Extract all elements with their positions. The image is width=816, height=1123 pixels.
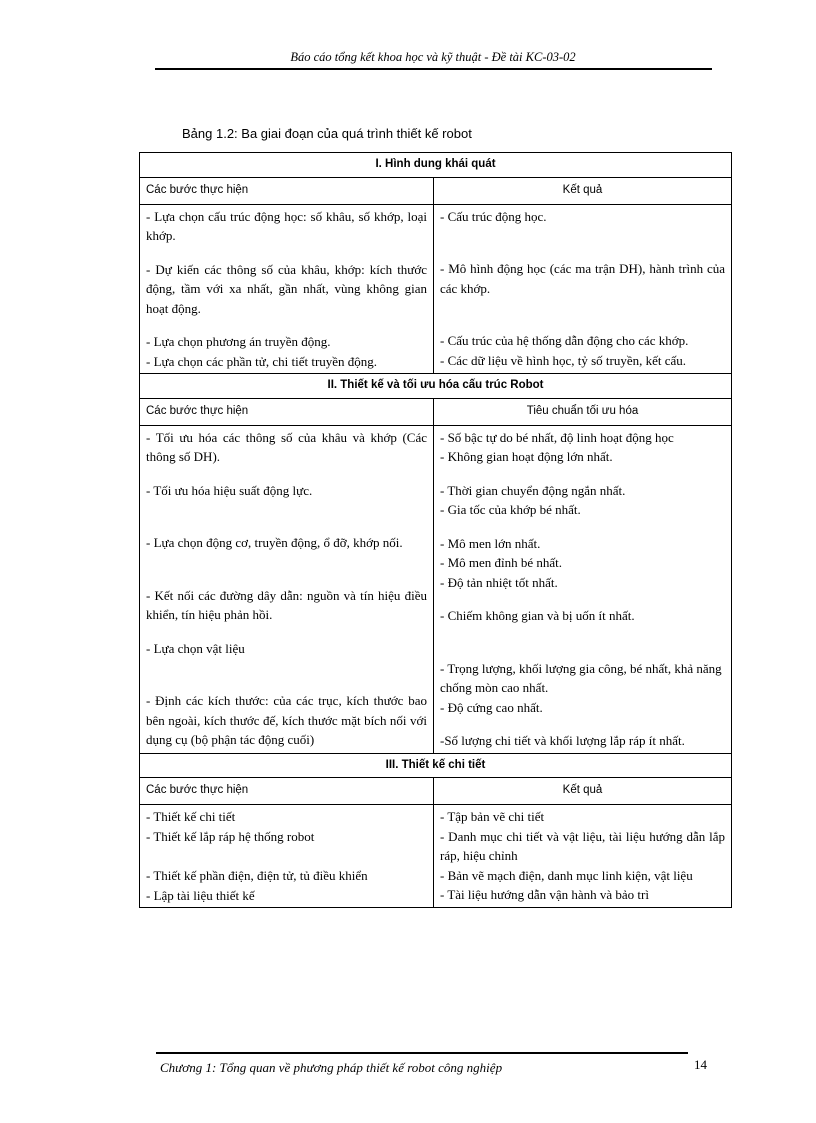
section-title: I. Hình dung khái quát (140, 153, 732, 178)
table-line: - Lựa chọn các phần tử, chi tiết truyền động. (146, 353, 378, 369)
column-header: Tiêu chuẩn tối ưu hóa (434, 398, 732, 425)
header-rule (155, 68, 712, 70)
criteria-cell (434, 425, 732, 753)
table-line: - Độ tản nhiệt tốt nhất. (440, 574, 558, 590)
table-line: - Thiết kế lắp ráp hệ thống robot (146, 828, 315, 844)
table-line: - Tập bản vẽ chi tiết (440, 809, 545, 824)
table-line: - Bản vẽ mạch điện, danh mục linh kiện, vật liệu (440, 867, 693, 883)
page-number: 14 (694, 1057, 707, 1072)
steps-cell (140, 805, 434, 908)
section-title: II. Thiết kế và tối ưu hóa cấu trúc Robot (140, 374, 732, 399)
table-line: - Các dữ liệu về hình học, tỷ số truyền, kết cấu. (440, 352, 687, 368)
table-line: - Lập tài liệu thiết kế (146, 887, 255, 903)
running-footer: Chương 1: Tổng quan về phương pháp thiết kế robot công nghiệp (160, 1060, 503, 1075)
results-cell (434, 204, 732, 374)
table-line: - Không gian hoạt động lớn nhất. (440, 449, 613, 464)
table-line: - Gia tốc của khớp bé nhất. (440, 502, 581, 517)
table-line: - Lựa chọn phương án truyền động. (146, 334, 331, 349)
table-line: - Trọng lượng, khối lượng gia công, bé nhất, khả năng chống mòn cao nhất. (440, 660, 722, 695)
results-cell (434, 805, 732, 908)
steps-cell (140, 204, 434, 374)
table-line: - Cấu trúc động học. (440, 208, 547, 224)
table-line: - Thiết kế chi tiết (146, 809, 236, 824)
table-line: - Lựa chọn cấu trúc động học: số khâu, số khớp, loại khớp. (146, 208, 427, 243)
table-line: - Tối ưu hóa các thông số của khâu và khớp (Các thông số DH). (146, 429, 427, 464)
table-line: - Độ cứng cao nhất. (440, 699, 543, 715)
table-line: -Số lượng chi tiết và khối lượng lắp ráp ít nhất. (440, 733, 685, 748)
table-line: - Tối ưu hóa hiệu suất động lực. (146, 482, 313, 498)
column-header: Kết quả (434, 177, 732, 204)
footer-rule (156, 1052, 688, 1054)
table-line: - Tài liệu hướng dẫn vận hành và bảo trì (440, 887, 649, 902)
steps-cell (140, 425, 434, 753)
table-line: - Lựa chọn động cơ, truyền động, ổ đỡ, khớp nối. (146, 535, 403, 550)
table-caption: Bảng 1.2: Ba giai đoạn của quá trình thiết kế robot (182, 126, 472, 141)
table-line: - Thiết kế phần điện, điện tử, tủ điều khiển (146, 868, 368, 883)
running-header: Báo cáo tổng kết khoa học và kỹ thuật - Đề tài KC-03-02 (290, 50, 576, 64)
table-line: - Thời gian chuyển động ngắn nhất. (440, 482, 626, 498)
design-stages-table (139, 152, 732, 908)
column-header: Các bước thực hiện (140, 398, 434, 425)
column-header: Kết quả (434, 778, 732, 805)
table-line: - Chiếm không gian và bị uốn ít nhất. (440, 608, 635, 623)
table-line: - Mô hình động học (các ma trận DH), hành trình của các khớp. (440, 261, 726, 296)
table-line: - Định các kích thước: của các trục, kích thước bao bên ngoài, kích thước đế, kích thước mặt bích nối với dụng cụ (bộ phận tác động cuối) (146, 693, 427, 747)
table-line: - Kết nối các đường dây dẫn: nguồn và tín hiệu điều khiển, tín hiệu phản hồi. (146, 587, 427, 622)
table-line: - Lựa chọn vật liệu (146, 640, 245, 656)
table-line: - Mô men đỉnh bé nhất. (440, 555, 563, 570)
table-line: - Số bậc tự do bé nhất, độ linh hoạt động học (440, 429, 674, 445)
column-header: Các bước thực hiện (140, 778, 434, 805)
table-line: - Danh mục chi tiết và vật liệu, tài liệu hướng dẫn lắp ráp, hiệu chỉnh (440, 828, 726, 863)
table-line: - Cấu trúc của hệ thống dẫn động cho các khớp. (440, 333, 689, 348)
table-line: - Mô men lớn nhất. (440, 535, 541, 551)
column-header: Các bước thực hiện (140, 177, 434, 204)
table-line: - Dự kiến các thông số của khâu, khớp: kích thước động, tầm với xa nhất, gần nhất, vùng không gian hoạt động. (146, 261, 427, 316)
section-title: III. Thiết kế chi tiết (140, 753, 732, 778)
